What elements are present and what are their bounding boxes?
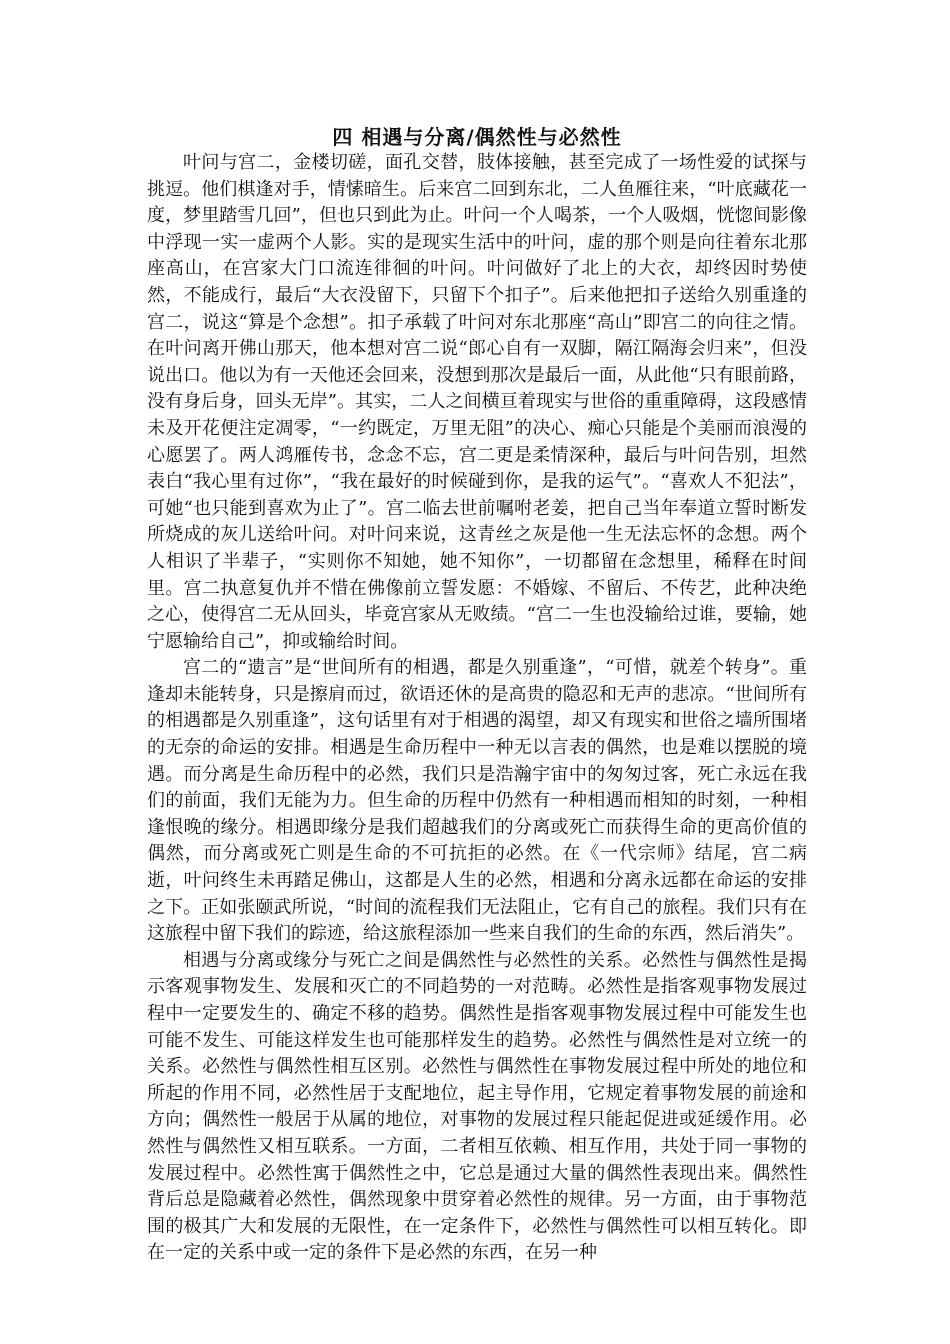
section-title: 四 相遇与分离/偶然性与必然性 (332, 125, 622, 149)
paragraph-1: 叶问与宫二，金楼切磋，面孔交替，肢体接触，甚至完成了一场性爱的试探与挑逗。他们棋逢对手，情愫暗生。后来宫二回到东北，二人鱼雁往来，“叶底藏花一度，梦里踏雪几回”，但也只到此为止。叶问一个人喝茶，一个人吸烟，恍惚间影像中浮现一实一虚两个人影。实的是现实生活中的叶问，虚的那个则是向往着东北那座高山，在宫家大门口流连徘徊的叶问。叶问做好了北上的大衣，却终因时势使然，不能成行，最后“大衣没留下，只留下个扣子”。后来他把扣子送给久别重逢的宫二，说这“算是个念想”。扣子承载了叶问对东北那座“高山”即宫二的向往之情。在叶问离开佛山那天，他本想对宫二说“郎心自有一双脚，隔江隔海会归来”，但没说出口。他以为有一天他还会回来，没想到那次是最后一面，从此他“只有眼前路，没有身后身，回头无岸”。其实，二人之间横亘着现实与世俗的重重障碍，这段感情未及开花便注定凋零，“一约既定，万里无阻”的决心、痴心只能是个美丽而浪漫的心愿罢了。两人鸿雁传书，念念不忘，宫二更是柔情深种，最后与叶问告别，坦然表白“我心里有过你”，“我在最好的时候碰到你，是我的运气”。“喜欢人不犯法”，可她“也只能到喜欢为止了”。宫二临去世前嘱咐老姜，把自己当年奉道立誓时断发所烧成的灰儿送给叶问。对叶问来说，这青丝之灰是他一生无法忘怀的念想。两个人相识了半辈子，“实则你不知她，她不知你”，一切都留在念想里，稀释在时间里。宫二执意复仇并不惜在佛像前立誓发愿：不婚嫁、不留后、不传艺，此种决绝之心，使得宫二无从回头，毕竟宫家从无败绩。“宫二一生也没输给过谁，要输，她宁愿输给自己”，抑或输给时间。 (147, 152, 807, 652)
paragraph-2: 宫二的“遗言”是“世间所有的相遇，都是久别重逢”，“可惜，就差个转身”。重逢却未能转身，只是擦肩而过，欲语还休的是高贵的隐忍和无声的悲凉。“世间所有的相遇都是久别重逢”，这句话里有对于相遇的渴望，却又有现实和世俗之墙所围堵的无奈的命运的安排。相遇是生命历程中一种无以言表的偶然，也是难以摆脱的境遇。而分离是生命历程中的必然，我们只是浩瀚宇宙中的匆匆过客，死亡永远在我们的前面，我们无能为力。但生命的历程中仍然有一种相遇而相知的时刻，一种相逢恨晚的缘分。相遇即缘分是我们超越我们的分离或死亡而获得生命的更高价值的偶然，而分离或死亡则是生命的不可抗拒的必然。在《一代宗师》结尾，宫二病逝，叶问终生未再踏足佛山，这都是人生的必然，相遇和分离永远都在命运的安排之下。正如张颐武所说，“时间的流程我们无法阻止，它有自己的旅程。我们只有在这旅程中留下我们的踪迹，给这旅程添加一些来自我们的生命的东西，然后消失”。 (147, 657, 807, 945)
paragraph-3: 相遇与分离或缘分与死亡之间是偶然性与必然性的关系。必然性与偶然性是揭示客观事物发生、发展和灭亡的不同趋势的一对范畴。必然性是指客观事物发展过程中一定要发生的、确定不移的趋势。偶然性是指客观事物发展过程中可能发生也可能不发生、可能这样发生也可能那样发生的趋势。必然性与偶然性是对立统一的关系。必然性与偶然性相互区别。必然性与偶然性在事物发展过程中所处的地位和所起的作用不同，必然性居于支配地位，起主导作用，它规定着事物发展的前途和方向；偶然性一般居于从属的地位，对事物的发展过程只能起促进或延缓作用。必然性与偶然性又相互联系。一方面，二者相互依赖、相互作用，共处于同一事物的发展过程中。必然性寓于偶然性之中，它总是通过大量的偶然性表现出来。偶然性背后总是隐藏着必然性，偶然现象中贯穿着必然性的规律。另一方面，由于事物范围的极其广大和发展的无限性，在一定条件下，必然性与偶然性可以相互转化。即在一定的关系中或一定的条件下是必然的东西，在另一种 (147, 949, 807, 1264)
document-page (147, 124, 807, 1267)
